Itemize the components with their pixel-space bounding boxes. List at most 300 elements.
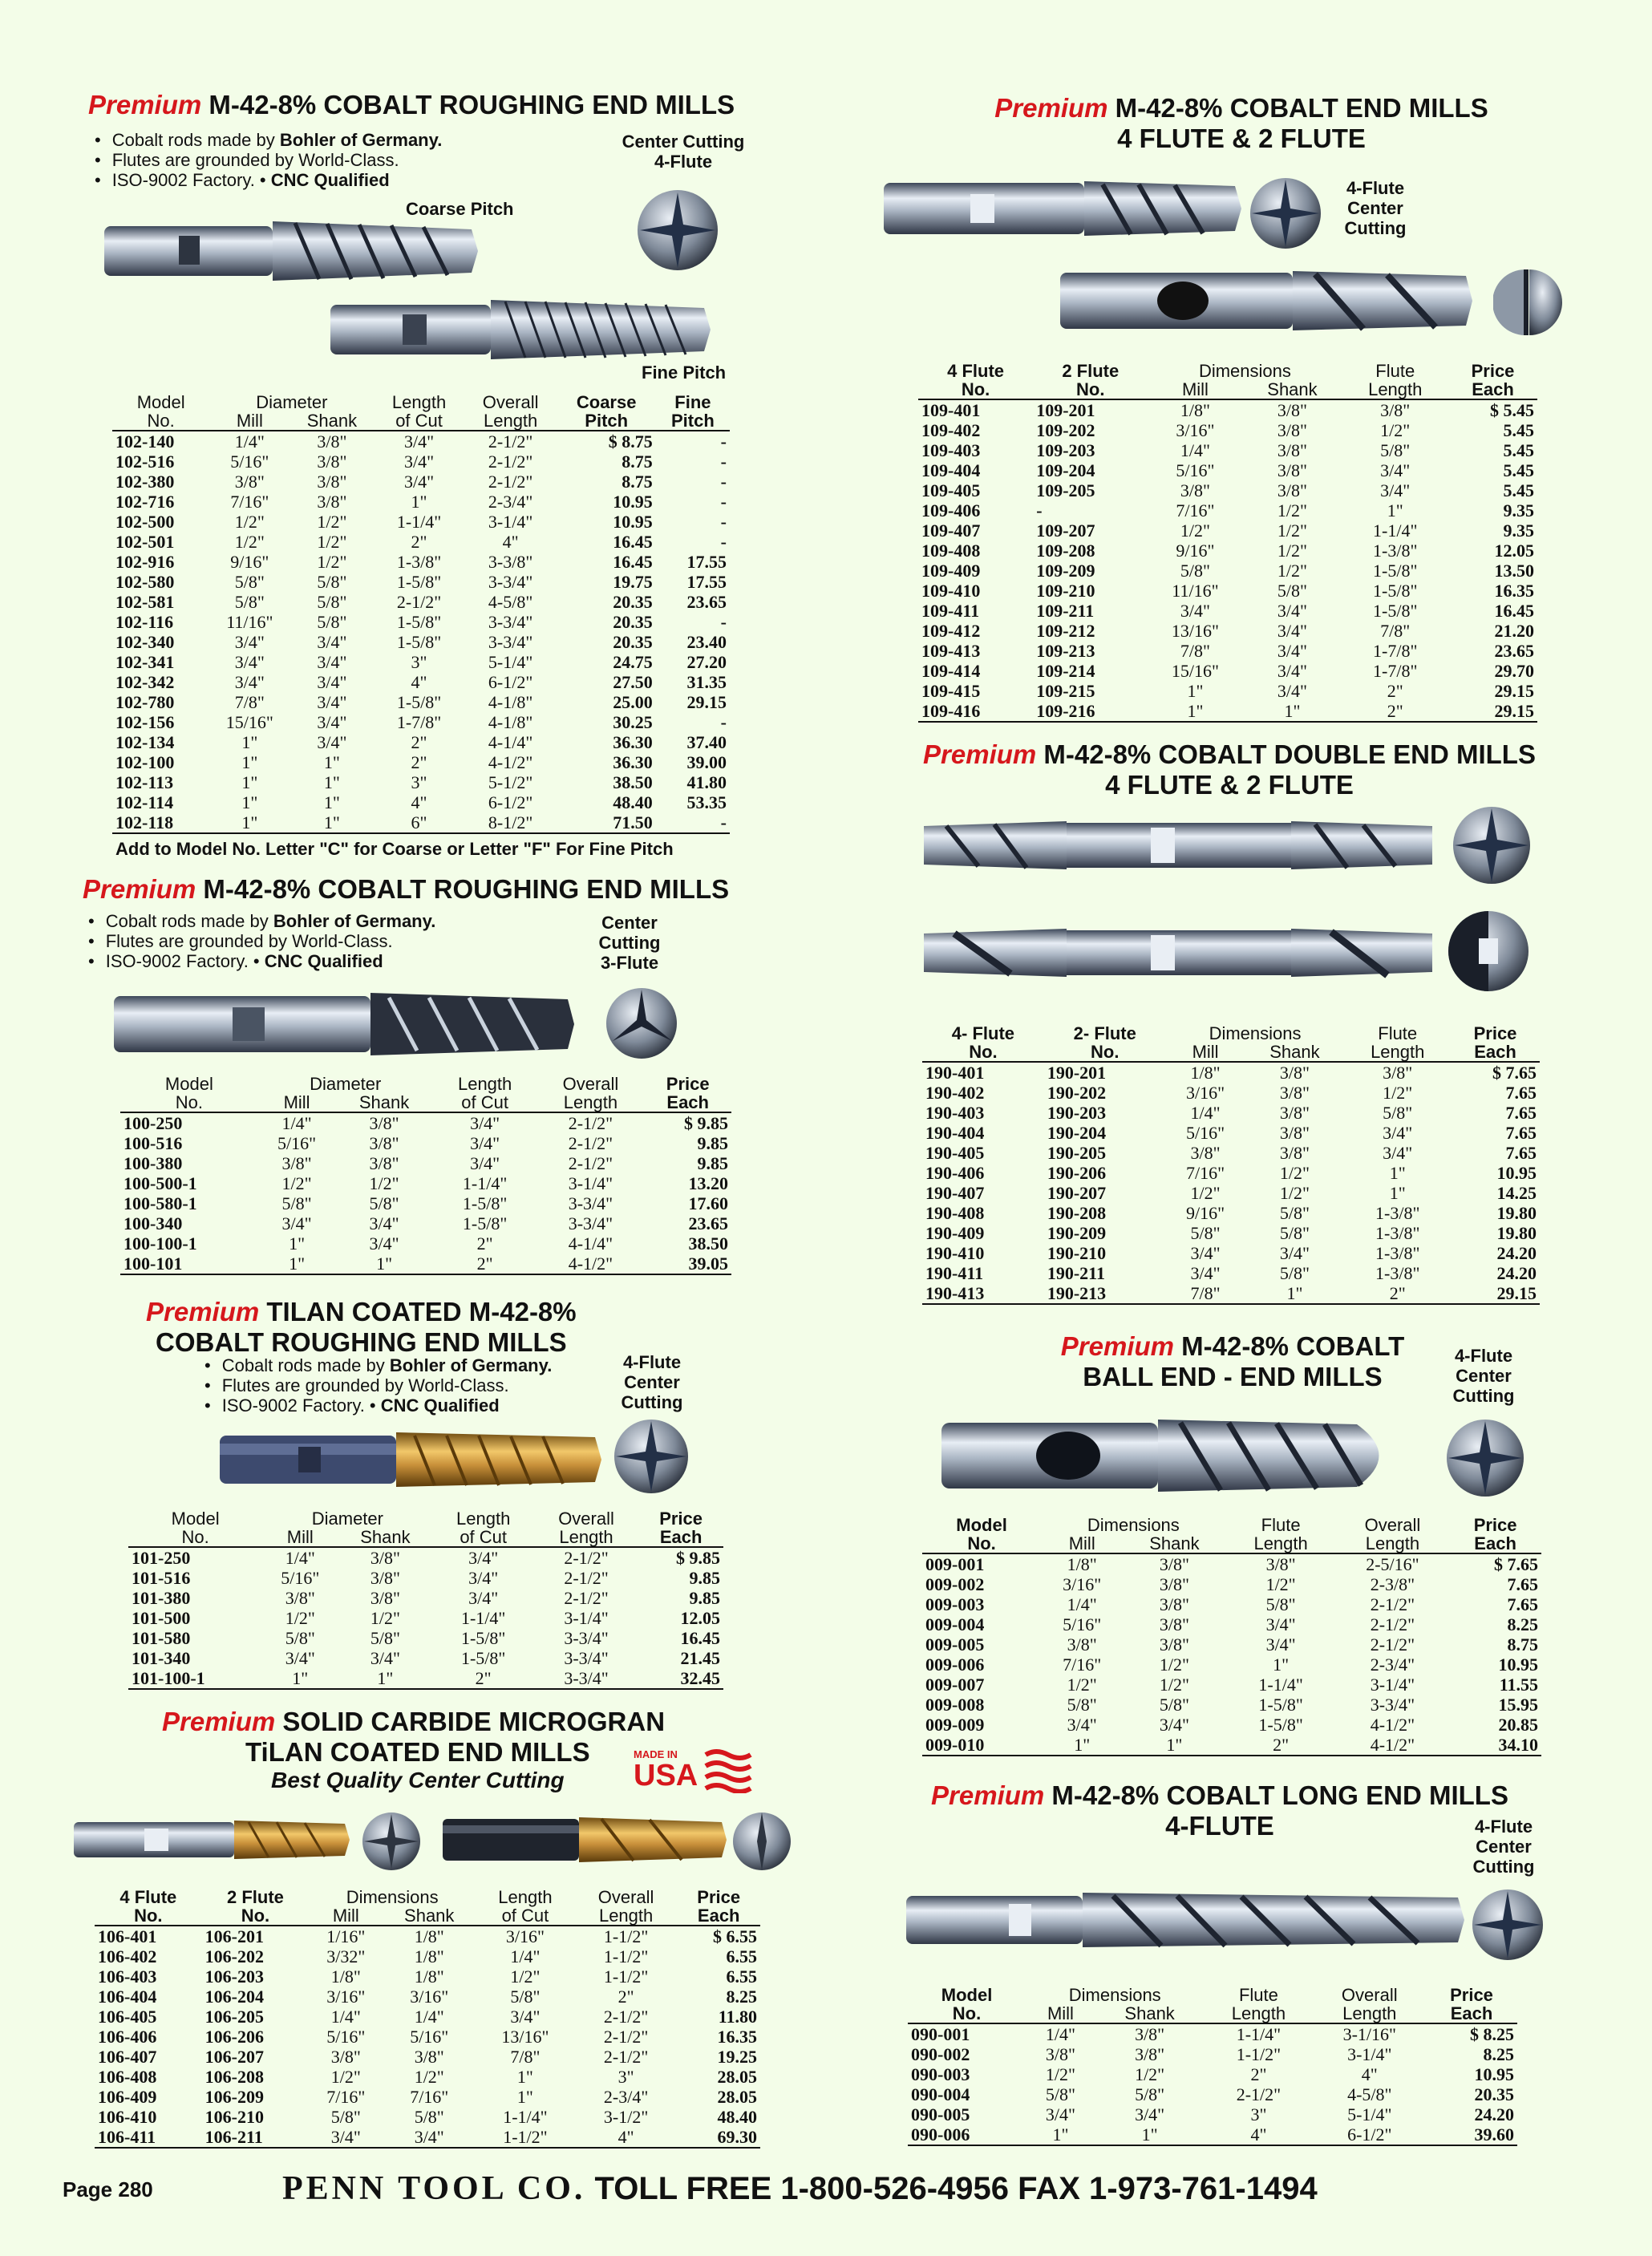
model-number-cell: 190-201 [1047,1062,1107,1083]
table-row [95,2107,760,2127]
section-title-line2: 4 FLUTE & 2 FLUTE [1105,770,1354,800]
table-row [918,460,1537,480]
section-title [1036,1331,1429,1362]
spec-cell: 1" [241,792,258,812]
premium-label: Premium [83,874,196,904]
table-row [922,1123,1540,1143]
price-cell: 24.20 [1496,1242,1537,1263]
price-cell: $ 6.55 [713,1926,757,1946]
section-title-text: M-42-8% COBALT DOUBLE END MILLS [1043,739,1536,769]
page-number: Page 280 [63,2177,153,2201]
price-cell: 8.25 [726,1986,757,2007]
feature-text: Cobalt rods made by [221,1355,390,1375]
spec-cell: 3-1/4" [1347,2043,1392,2064]
table-row [95,1926,760,1946]
price-cell: 8.75 [1507,1634,1538,1655]
spec-cell: 3/8" [1279,1102,1310,1123]
feature-item [88,911,435,931]
spec-cell: 1" [290,812,374,833]
three-flute-roughing-mill-image [112,988,577,1060]
model-number-cell: 090-001 [911,2023,970,2044]
spec-cell: 1/2" [1180,520,1210,541]
table-row [95,2027,760,2047]
model-number-cell: 102-118 [112,812,209,833]
spec-cell: 3-1/16" [1342,2023,1396,2044]
spec-cell: 2-3/4" [603,2086,649,2107]
model-number-cell: 190-211 [1047,1262,1105,1283]
feature-bold-text: Bohler of Germany. [273,911,436,931]
table-row [95,1966,760,1987]
spec-cell: 3/8" [369,1152,399,1173]
column-header: Overall [562,1074,619,1094]
column-header: Price [1450,1985,1493,2005]
price-cell: 19.25 [717,2046,757,2067]
section-title [162,1707,665,1737]
price-cell: 24.75 [613,651,653,672]
price-cell: 29.70 [1494,660,1534,681]
spec-cell: 3-3/4" [564,1647,609,1668]
table-row [128,1648,723,1668]
spec-cell: 7/8" [234,691,265,712]
spec-cell: 2" [476,1233,493,1254]
spec-cell: 4" [575,2127,678,2148]
table-row [95,2047,760,2067]
price-cell: 16.45 [613,551,653,572]
model-number-cell: 100-250 [123,1112,183,1133]
spec-cell: 5/8" [1279,1202,1310,1223]
price-cell: - [720,431,727,452]
price-cell: 5.45 [1503,460,1534,480]
model-number-cell: 106-405 [98,2006,157,2027]
column-subheader: No. [922,1534,1041,1553]
spec-cell: 5-1/4" [488,651,533,672]
spec-cell: 1" [241,731,258,752]
three-flute-end-view-icon [603,985,680,1062]
spec-cell: 4" [411,792,427,812]
spec-cell: 3-3/4" [564,1627,609,1648]
spec-cell: 9/16" [1186,1202,1225,1223]
spec-cell: 3/8" [370,1587,400,1608]
price-cell: 5.45 [1503,480,1534,500]
model-number-cell: 109-408 [921,540,981,561]
table-row [120,1233,731,1254]
model-number-cell: 109-215 [1036,680,1095,701]
spec-cell: 3/4" [317,651,347,672]
premium-label: Premium [931,1780,1045,1810]
spec-cell: 1-5/8" [396,631,442,652]
model-number-cell: 109-401 [921,399,981,420]
spec-cell: 1-5/8" [460,1627,506,1648]
spec-cell: 4-1/4" [488,731,533,752]
section-title-text: TILAN COATED M-42-8% [266,1297,577,1326]
column-subheader: Shank [1243,380,1342,399]
spec-cell: 1/2" [1067,1674,1097,1695]
contact-numbers: TOLL FREE 1-800-526-4956 FAX 1-973-761-1494 [585,2171,1318,2206]
spec-cell: 1/4" [1067,1594,1097,1614]
spec-cell: 13/16" [1171,620,1219,641]
model-number-cell: 102-516 [115,451,175,472]
spec-cell: 1/4" [510,1946,541,1966]
roughing-3flute-table [120,1075,731,1275]
table-row [918,440,1537,460]
spec-cell: 2-1/2" [568,1152,613,1173]
price-cell: 10.95 [1496,1162,1537,1183]
model-number-cell: 190-401 [925,1062,985,1083]
spec-cell: 2" [1342,701,1448,722]
spec-cell: 3/4" [470,1112,500,1133]
price-cell: - [720,451,727,472]
spec-cell: 3/4" [1045,2104,1075,2124]
spec-cell: 3/4" [404,471,435,492]
table-row [95,2007,760,2027]
model-number-cell: 106-205 [204,2006,264,2027]
spec-cell: 3/8" [1380,399,1411,420]
model-number-cell: 190-209 [1047,1222,1107,1243]
spec-cell: 1" [323,792,340,812]
model-number-cell: 190-213 [1044,1283,1166,1304]
spec-cell: 1/2" [1190,1182,1221,1203]
footer-contact [282,2169,1318,2208]
column-header: 2- Flute [1073,1023,1136,1043]
spec-cell: 3/4" [1380,480,1411,500]
price-cell: 20.35 [613,631,653,652]
spec-cell: 1/2" [317,531,347,552]
table-row [128,1547,723,1568]
section-title-text: M-42-8% COBALT LONG END MILLS [1051,1780,1508,1810]
spec-cell: 9/16" [1176,540,1215,561]
spec-cell: 3/4" [1135,2104,1165,2124]
column-header: Model [956,1515,1007,1535]
column-header: Coarse [576,392,637,412]
feature-list [204,1355,552,1416]
spec-cell: 3/4" [317,671,347,692]
spec-cell: 5/8" [1045,2084,1075,2104]
column-subheader: of Cut [432,1528,533,1547]
column-header: 4 Flute [119,1887,177,1907]
spec-cell: 1-1/2" [603,1966,649,1987]
price-cell: $ 8.75 [608,431,653,452]
spec-cell: 1" [1387,500,1403,520]
column-subheader: Shank [1095,2004,1205,2023]
column-header: Overall [558,1509,614,1529]
table-row [922,1283,1540,1304]
table-row [922,1695,1541,1715]
premium-label: Premium [994,93,1108,123]
spec-cell: 1/2" [1279,1162,1310,1183]
premium-label: Premium [1060,1331,1174,1361]
table-row [120,1254,731,1274]
column-header: Length [457,1074,512,1094]
model-number-cell: 106-206 [204,2026,264,2047]
table-row [918,561,1537,581]
spec-cell: 3" [617,2066,634,2087]
spec-cell: 1-1/4" [1258,1674,1303,1695]
model-number-cell: 102-501 [115,531,175,552]
spec-cell: 3/4" [1190,1242,1221,1263]
spec-cell: 3/4" [468,1547,499,1568]
spec-cell: 1/8" [1180,399,1210,420]
fine-pitch-label: Fine Pitch [642,362,727,383]
spec-cell: 2" [433,1254,537,1274]
table-row [112,652,730,672]
spec-cell: 7/8" [1380,620,1411,641]
spec-cell: 1/2" [330,2066,361,2087]
spec-cell: 5/8" [369,1193,399,1213]
spec-cell: 5/8" [317,591,347,612]
table-row [120,1173,731,1193]
column-subheader: No. [918,380,1033,399]
spec-cell: 5/8" [1190,1222,1221,1243]
spec-cell: 3/4" [1265,1634,1296,1655]
price-cell: 13.50 [1494,560,1534,581]
spec-cell: 3/8" [369,1112,399,1133]
column-header: Dimensions [1087,1515,1180,1535]
column-subheader: of Cut [433,1093,537,1112]
model-number-cell: 100-500-1 [123,1173,197,1193]
table-row [922,1263,1540,1283]
spec-cell: 3/4" [383,2127,476,2148]
column-subheader: Each [644,1093,731,1112]
column-subheader: No. [1044,1043,1166,1062]
column-subheader: Length [1344,1043,1451,1062]
model-number-cell: 190-204 [1047,1122,1107,1143]
model-number-cell: 106-407 [98,2046,157,2067]
table-row [112,792,730,812]
model-number-cell: 009-010 [922,1735,1041,1756]
table-row [918,420,1537,440]
model-number-cell: 109-413 [921,640,981,661]
model-number-cell: 102-342 [115,671,175,692]
table-row [112,772,730,792]
spec-cell: 1" [1041,1735,1123,1756]
ball-end-table [922,1516,1541,1756]
table-row [922,1103,1540,1123]
spec-cell: 1/4" [1180,439,1210,460]
center-cutting-note: 4-Flute Center Cutting [621,1352,683,1412]
column-header: Price [666,1074,710,1094]
spec-cell: 4" [1361,2064,1378,2084]
column-subheader: Length [534,1528,638,1547]
column-header: Model [941,1985,993,2005]
column-subheader: Shank [338,1528,432,1547]
spec-cell: 5/16" [410,2026,449,2047]
spec-cell: 1-1/2" [603,1926,649,1946]
spec-cell: 5/8" [1279,1222,1310,1243]
spec-cell: 1" [1245,1283,1344,1304]
price-cell: 7.65 [1505,1122,1537,1143]
feature-item [88,931,435,951]
spec-cell: 7/16" [230,491,269,512]
model-number-cell: 102-114 [115,792,174,812]
price-cell: 29.15 [1494,680,1534,701]
column-subheader: Shank [335,1093,432,1112]
price-cell: 11.80 [718,2006,757,2027]
feature-text: Flutes are grounded by World-Class. [221,1375,509,1395]
model-number-cell: 106-401 [98,1926,157,1946]
premium-label: Premium [88,90,202,119]
coarse-roughing-mill-image [103,215,480,287]
spec-cell: 1" [323,751,340,772]
four-flute-end-mill-image [882,176,1243,241]
spec-cell: 4-1/2" [537,1254,645,1274]
table-row [922,1574,1541,1594]
double-end-2flute-end-view-icon [1447,906,1530,996]
column-subheader: Length [537,1093,645,1112]
spec-cell: 1-1/4" [1236,2023,1282,2044]
model-number-cell: 109-405 [921,480,981,500]
column-subheader: No. [922,1043,1044,1062]
column-header: Price [1473,1515,1517,1535]
spec-cell: 5/8" [1277,580,1308,601]
spec-cell: 3" [1250,2104,1267,2124]
section-title [146,1297,577,1327]
spec-cell: 5/8" [1180,560,1210,581]
spec-cell: 3/8" [317,431,347,452]
premium-label: Premium [923,739,1037,769]
column-subheader: Each [1426,2004,1517,2023]
section-title-text: M-42-8% COBALT END MILLS [1115,93,1488,123]
tilan-roughing-mill-image [218,1429,603,1490]
price-cell: 36.30 [613,731,653,752]
spec-cell: 4-1/2" [1336,1735,1450,1756]
spec-cell: 4-1/8" [488,691,533,712]
price-cell: 8.25 [1507,1614,1538,1634]
table-row [922,1243,1540,1263]
table-row [112,612,730,632]
spec-cell: 2-1/2" [564,1587,609,1608]
feature-item [95,150,442,170]
feature-bold-text: CNC Qualified [264,951,383,971]
spec-cell: 4-1/4" [568,1233,613,1254]
spec-cell: 3-3/4" [534,1668,638,1689]
table-row [922,1143,1540,1163]
spec-cell: 2-1/2" [1370,1634,1415,1655]
section-solid-carbide [162,1707,665,1768]
section-title-line2: BALL END - END MILLS [1083,1362,1383,1391]
spec-cell: 2-1/2" [1236,2084,1282,2104]
model-number-cell: 101-380 [132,1587,191,1608]
price-cell: 19.75 [613,571,653,592]
model-number-cell: 109-213 [1036,640,1095,661]
model-number-cell: 009-001 [925,1553,985,1574]
column-header: Flute [1375,361,1415,381]
table-row [112,592,730,612]
column-subheader: No. [128,1528,262,1547]
spec-cell: 6" [374,812,464,833]
price-cell: 23.65 [688,1213,728,1233]
model-number-cell: 109-205 [1036,480,1095,500]
column-subheader: Shank [290,411,374,431]
spec-cell: 5/16" [1176,460,1215,480]
model-number-cell: 090-002 [911,2043,970,2064]
spec-cell: 1/2" [1045,2064,1075,2084]
spec-cell: 3/8" [1279,1122,1310,1143]
table-row [918,399,1537,420]
spec-cell: 1-1/4" [1373,520,1418,541]
model-number-cell: 109-207 [1036,520,1095,541]
spec-cell: 3" [411,772,427,792]
model-number-cell: 106-409 [98,2086,157,2107]
column-header: Model [171,1509,220,1529]
price-cell: $ 9.85 [676,1547,720,1568]
price-cell: 17.60 [688,1193,728,1213]
model-number-cell: 190-407 [925,1182,985,1203]
spec-cell: 1-1/4" [460,1607,506,1628]
spec-cell: 5/8" [1380,439,1411,460]
spec-cell: 2-1/2" [564,1547,609,1568]
two-flute-end-mill-image [1059,265,1476,337]
roughing-4flute-table-wrap [112,393,730,860]
price-cell: 17.55 [686,571,727,592]
spec-cell: 1" [1187,680,1204,701]
spec-cell: 1" [1123,1735,1225,1756]
spec-cell: 5/8" [317,611,347,632]
spec-cell: 3/4" [468,1587,499,1608]
price-cell: 25.00 [613,691,653,712]
spec-cell: 3/4" [1159,1714,1189,1735]
spec-cell: 3/8" [330,2046,361,2067]
made-in-usa-logo [634,1748,754,1796]
model-number-cell: 106-406 [98,2026,157,2047]
model-number-cell: 100-100-1 [123,1233,197,1254]
spec-cell: 5/16" [1186,1122,1225,1143]
spec-cell: 1" [1148,701,1242,722]
spec-cell: 2-1/2" [568,1132,613,1153]
feature-text: ISO-9002 Factory. • [111,170,271,190]
column-header: Model [164,1074,213,1094]
section-title-line2: COBALT ROUGHING END MILLS [156,1327,567,1357]
spec-cell: 1-3/8" [1373,540,1418,561]
column-header: Price [659,1509,703,1529]
spec-cell: 5/8" [1159,1694,1189,1715]
spec-cell: 1" [338,1668,432,1689]
price-cell: 10.95 [613,491,653,512]
spec-cell: 1/2" [234,531,265,552]
feature-item [204,1395,552,1416]
premium-label: Premium [162,1707,276,1736]
model-number-cell: 009-006 [925,1654,985,1675]
column-subheader: Mill [1166,1043,1245,1062]
spec-cell: 4-1/8" [488,711,533,732]
price-cell: 19.80 [1496,1202,1537,1223]
table-row [918,701,1537,722]
column-subheader: Mill [262,1528,338,1547]
model-number-cell: 109-211 [1036,600,1095,621]
column-header: Price [1473,1023,1517,1043]
model-number-cell: 100-580-1 [123,1193,197,1213]
model-number-cell: 101-580 [132,1627,191,1648]
column-subheader: Mill [1026,2004,1095,2023]
spec-cell: 2" [411,531,427,552]
spec-cell: 3/4" [1383,1122,1413,1143]
four-flute-end-view-icon [611,1416,691,1497]
spec-cell: 5/8" [281,1193,312,1213]
spec-cell: 3/8" [1159,1553,1189,1574]
spec-cell: 7/8" [1180,640,1210,661]
price-cell: 39.60 [1426,2124,1517,2145]
price-cell: 32.45 [638,1668,723,1689]
spec-cell: 3/8" [1190,1142,1221,1163]
price-cell: 48.40 [717,2106,757,2127]
spec-cell: 11/16" [226,611,273,632]
spec-cell: 5/8" [370,1627,400,1648]
spec-cell: 5/16" [230,451,269,472]
spec-cell: 1-3/8" [1375,1262,1420,1283]
center-cutting-note: Center Cutting 4-Flute [622,132,745,172]
table-row [918,681,1537,701]
spec-cell: 3-1/4" [1370,1674,1415,1695]
spec-cell: 3/8" [234,471,265,492]
